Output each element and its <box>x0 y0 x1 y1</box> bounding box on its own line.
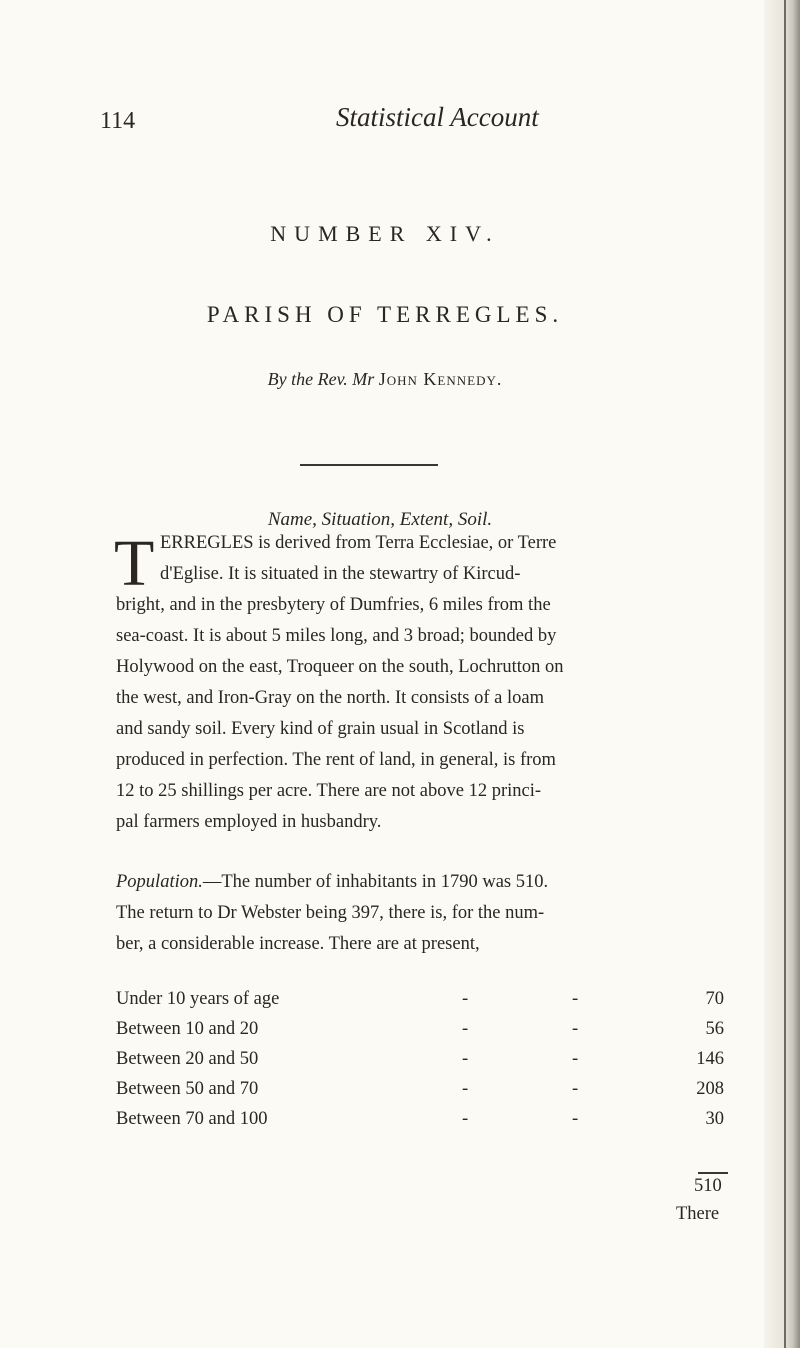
row-dash: - <box>462 989 469 1009</box>
parish-heading: PARISH OF TERREGLES. <box>206 302 564 327</box>
page-edge-line <box>784 0 786 1348</box>
row-dash: - <box>572 989 579 1009</box>
row-dash: - <box>462 1049 469 1069</box>
population-run-in: Population. <box>116 872 203 892</box>
page-edge-shadow <box>764 0 800 1348</box>
row-dash: - <box>462 1019 469 1039</box>
row-label: Between 70 and 100 <box>116 1109 268 1129</box>
row-dash: - <box>572 1079 579 1099</box>
paragraph-line: d'Eglise. It is situated in the stewartry of Kircud- <box>160 564 521 584</box>
row-dash: - <box>572 1109 579 1129</box>
table-row <box>116 989 740 1019</box>
table-total: 510 <box>694 1176 722 1196</box>
paragraph-line: sea-coast. It is about 5 miles long, and 3 broad; bounded by <box>116 626 557 646</box>
table-row <box>116 1049 740 1079</box>
catchword: There <box>676 1204 720 1224</box>
row-label: Between 50 and 70 <box>116 1079 259 1099</box>
row-value: 208 <box>696 1079 724 1099</box>
paragraph-line: pal farmers employed in husbandry. <box>116 812 382 832</box>
section-divider-rule <box>300 464 438 466</box>
row-value: 56 <box>705 1019 724 1039</box>
population-first-line <box>116 867 740 897</box>
page-number: 114 <box>100 108 136 134</box>
row-value: 146 <box>696 1049 724 1069</box>
number-heading: NUMBER XIV. <box>270 221 500 246</box>
paragraph-line: The return to Dr Webster being 397, there is, for the num- <box>116 903 545 923</box>
row-label: Under 10 years of age <box>116 989 280 1009</box>
row-dash: - <box>462 1079 469 1099</box>
paragraph-line: ber, a considerable increase. There are at present, <box>116 934 480 954</box>
row-dash: - <box>462 1109 469 1129</box>
total-rule <box>698 1172 728 1174</box>
paragraph-line: Holywood on the east, Troqueer on the south, Lochrutton on <box>116 657 564 677</box>
table-row <box>116 1109 740 1139</box>
running-head: Statistical Account <box>336 102 539 132</box>
row-value: 30 <box>705 1109 724 1129</box>
paragraph-line: and sandy soil. Every kind of grain usual in Scotland is <box>116 719 525 739</box>
byline-lead: By the Rev. Mr <box>267 369 375 389</box>
row-value: 70 <box>705 989 724 1009</box>
paragraph-line: produced in perfection. The rent of land, in general, is from <box>116 750 556 770</box>
byline-author: John Kennedy. <box>378 369 503 389</box>
drop-cap: T <box>114 527 155 600</box>
population-line-rest: —The number of inhabitants in 1790 was 510. <box>202 872 549 892</box>
byline <box>0 369 800 390</box>
table-row <box>116 1079 740 1109</box>
row-dash: - <box>572 1049 579 1069</box>
row-label: Between 20 and 50 <box>116 1049 259 1069</box>
page-header <box>100 102 740 142</box>
paragraph-line: bright, and in the presbytery of Dumfries, 6 miles from the <box>116 595 551 615</box>
paragraph-line: the west, and Iron-Gray on the north. It consists of a loam <box>116 688 544 708</box>
table-row <box>116 1019 740 1049</box>
row-dash: - <box>572 1019 579 1039</box>
row-label: Between 10 and 20 <box>116 1019 259 1039</box>
paragraph-line: ERREGLES is derived from Terra Ecclesiae, or Terre <box>160 533 557 553</box>
section-heading-name-situation: Name, Situation, Extent, Soil. <box>267 509 493 530</box>
paragraph-line: 12 to 25 shillings per acre. There are not above 12 princi- <box>116 781 542 801</box>
